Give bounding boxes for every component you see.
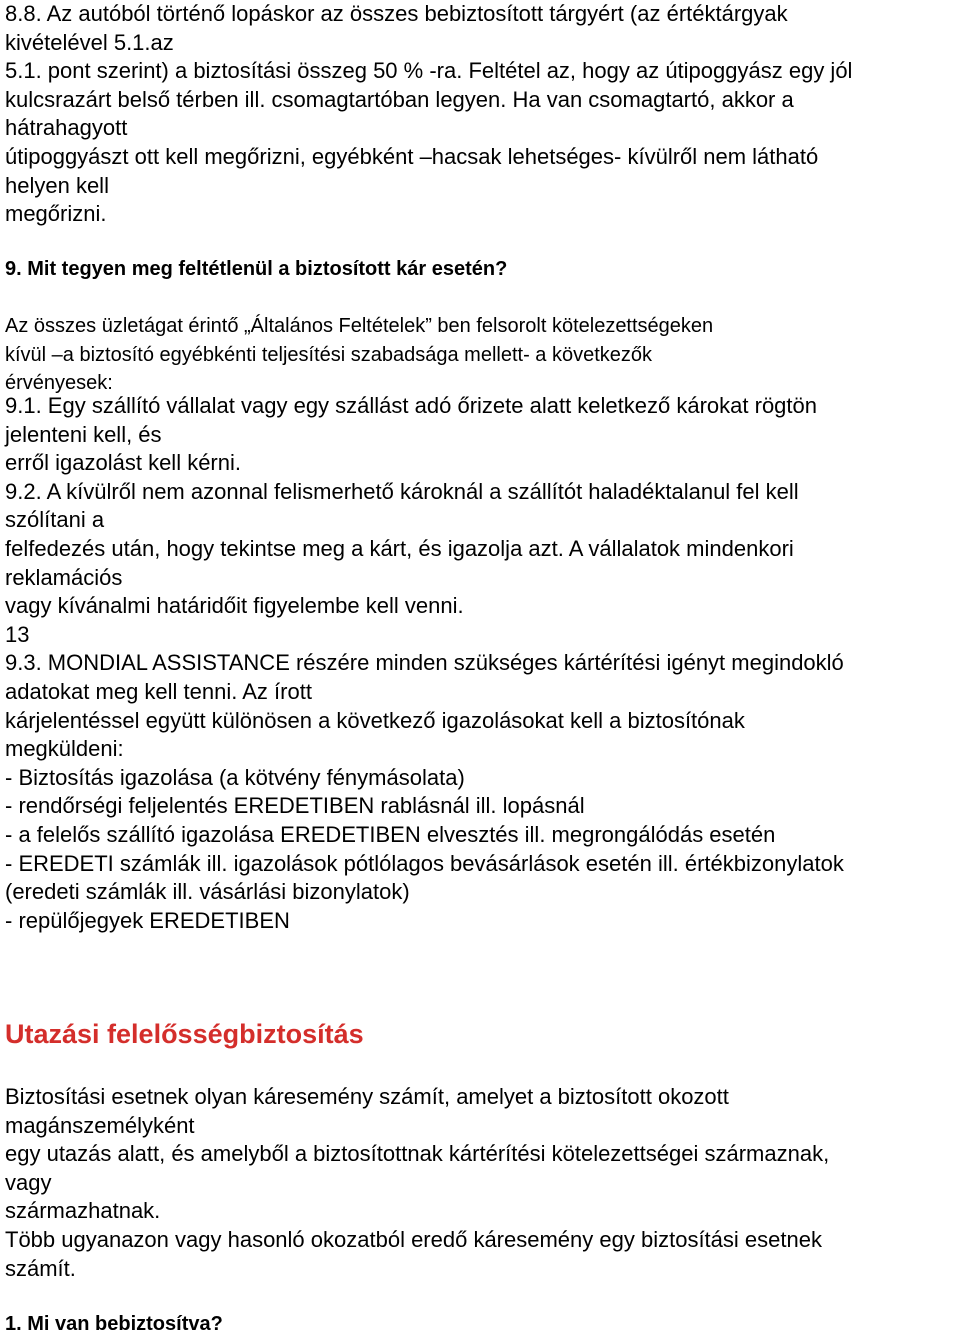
section-title: Utazási felelősségbiztosítás [5, 1019, 364, 1049]
text-line: hátrahagyott [5, 115, 128, 141]
text-line: kárjelentéssel együtt különösen a következő igazolásokat kell a biztosítónak [5, 707, 745, 733]
paragraph-8-8 [5, 0, 852, 229]
text-line: reklamációs [5, 564, 123, 590]
text-line: érvényesek: [5, 372, 113, 395]
text-line: 8.8. Az autóból történő lopáskor az összes bebiztosított tárgyért (az értéktárgyak [5, 1, 788, 26]
text-line: jelenteni kell, és [5, 421, 162, 447]
text-line: 9.2. A kívülről nem azonnal felismerhető károknál a szállítót haladéktalanul fel kell [5, 478, 799, 504]
text-line: számít. [5, 1255, 76, 1281]
subsection-heading-1: 1. Mi van bebiztosítva? [5, 1313, 223, 1335]
list-item: - a felelős szállító igazolása EREDETIBEN elvesztés ill. megrongálódás esetén [5, 821, 776, 847]
text-line: magánszemélyként [5, 1112, 195, 1138]
text-line: Több ugyanazon vagy hasonló okozatból eredő káresemény egy biztosítási esetnek [5, 1226, 822, 1252]
text-line: kulcsrazárt belső térben ill. csomagtartóban legyen. Ha van csomagtartó, akkor a [5, 86, 794, 112]
text-line: Az összes üzletágat érintő „Általános Feltételek” ben felsorolt kötelezettségeken [5, 315, 714, 337]
text-line: 9.1. Egy szállító vállalat vagy egy szállást adó őrizete alatt keletkező károkat rögtön [5, 393, 817, 418]
list-item: - rendőrségi feljelentés EREDETIBEN rablásnál ill. lopásnál [5, 793, 585, 819]
section-heading-9: 9. Mit tegyen meg feltétlenül a biztosított kár esetén? [5, 258, 508, 280]
text-line: vagy [5, 1169, 52, 1195]
list-item: (eredeti számlák ill. vásárlási bizonylatok) [5, 879, 410, 905]
text-line: megküldeni: [5, 736, 124, 762]
page-number: 13 [5, 621, 30, 647]
list-item: - EREDETI számlák ill. igazolások pótlólagos bevásárlások esetén ill. értékbizonylatok [5, 850, 844, 876]
text-line: kívül –a biztosító egyébkénti teljesítési szabadsága mellett- a következők [5, 343, 653, 366]
text-line: adatokat meg kell tenni. Az írott [5, 678, 312, 704]
text-line: egy utazás alatt, és amelyből a biztosítottnak kártérítési kötelezettségei származnak, [5, 1141, 830, 1167]
text-line: származhatnak. [5, 1198, 161, 1224]
list-item: - repülőjegyek EREDETIBEN [5, 907, 290, 933]
text-line: útipoggyászt ott kell megőrizni, egyébként –hacsak lehetséges- kívülről nem látható [5, 143, 819, 169]
text-line: felfedezés után, hogy tekintse meg a kárt, és igazolja azt. A vállalatok mindenkori [5, 535, 794, 561]
text-line: helyen kell [5, 172, 109, 198]
text-line: 5.1. pont szerint) a biztosítási összeg 50 % -ra. Feltétel az, hogy az útipoggyász egy jól [5, 58, 853, 84]
text-line: szólítani a [5, 507, 105, 533]
text-line: vagy kívánalmi határidőit figyelembe kell venni. [5, 593, 464, 619]
paragraph-liability [5, 1083, 829, 1283]
text-line: erről igazolást kell kérni. [5, 450, 241, 476]
text-line: 9.3. MONDIAL ASSISTANCE részére minden szükséges kártérítési igényt megindokló [5, 650, 844, 676]
text-line: Biztosítási esetnek olyan káresemény számít, amelyet a biztosított okozott [5, 1084, 729, 1109]
paragraph-9-items [5, 392, 844, 935]
text-line: kivételével 5.1.az [5, 29, 174, 55]
paragraph-9-intro [5, 312, 713, 398]
text-line: megőrizni. [5, 201, 107, 227]
list-item: - Biztosítás igazolása (a kötvény fénymásolata) [5, 764, 465, 790]
